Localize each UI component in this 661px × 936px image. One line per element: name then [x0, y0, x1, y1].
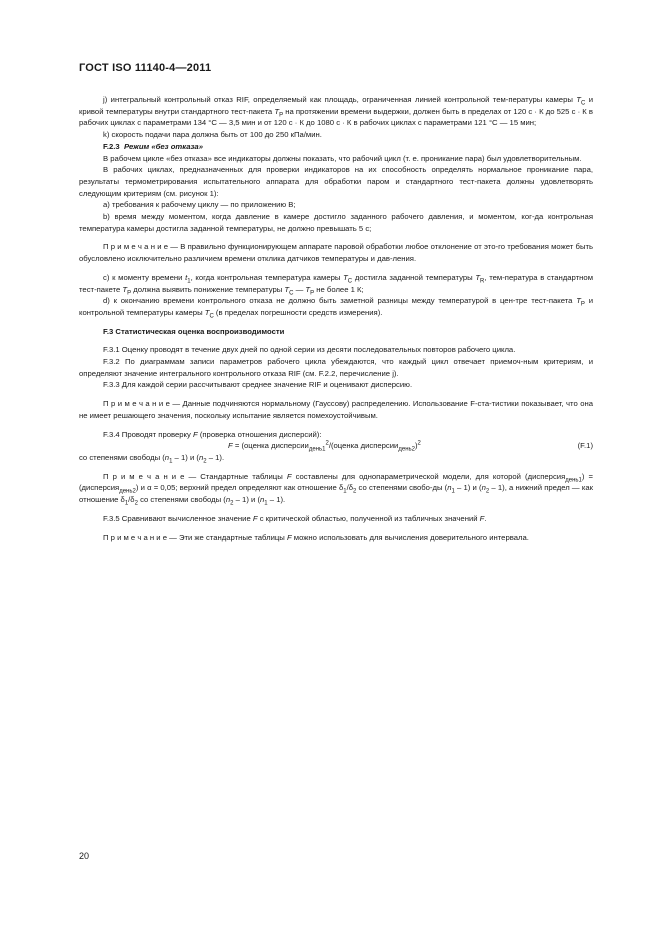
item-b: b) время между моментом, когда давление в камере достигло заданного рабочего давления, и моментом, ког-да контрольная температура камеры достигла заданной температуры, не должно превышать 5 с; — [79, 212, 593, 233]
section-heading-f3: F.3 Статистическая оценка воспроизводимости — [103, 326, 285, 336]
item-c: c) к моменту времени $t_1$, когда контрольная температура камеры $T_C$ достигла заданной температуры $T_R$, тем-пература в стандартном тест-пакете $T_P$ должна выявить понижение температуры $T_C$ — $T_P$ не более 1 К; — [79, 272, 593, 297]
equation-f1 — [79, 440, 593, 452]
note: П р и м е ч а н и е — Эти же стандартные таблицы F можно использовать для вычисления доверительного интервала. — [103, 532, 529, 542]
equation-number: (F.1) — [577, 441, 593, 451]
note: П р и м е ч а н и е — Данные подчиняются нормальному (Гауссову) распределению. Использование F-ста-тистики показывает, что она не имеет решающего значения, поскольку испытание является помехоустойчивым. — [79, 399, 593, 420]
clause-f35: F.3.5 Сравнивают вычисленное значение F с критической областью, полученной из табличных значений F. — [103, 513, 487, 523]
document-header: ГОСТ ISO 11140-4—2011 — [79, 62, 212, 74]
paragraph: В рабочем цикле «без отказа» все индикаторы должны показать, что рабочий цикл (т. е. проникание пара) был удовлетворительным. — [103, 153, 582, 163]
clause-f31: F.3.1 Оценку проводят в течение двух дней по одной серии из десяти последовательных повторов рабочего цикла. — [103, 345, 516, 355]
item-d: d) к окончанию времени контрольного отказа не должно быть заметной разницы между температурой в цен-тре тест-пакета $T_P$ и контрольной температуры камеры $T_C$ (в пределах погрешности средств измерения). — [79, 296, 593, 320]
section-heading-f23: F.2.3 Режим «без отказа» — [103, 141, 203, 151]
clause-f32: F.3.2 По диаграммам записи параметров рабочего цикла убеждаются, что каждый цикл отвечает приемоч-ным критериям, и определяют значение интегрального контрольного отказа RIF (см. F.2.2, перечисление j). — [79, 357, 593, 378]
document-body — [79, 94, 593, 543]
equation-body: F = (оценка дисперсии$_{день1}^2$/(оценка дисперсии$_{день2}$)$^2$ — [228, 440, 421, 453]
item-a: a) требования к рабочему циклу — по приложению В; — [103, 200, 296, 210]
note: П р и м е ч а н и е — В правильно функционирующем аппарате паровой обработки любое отклонение от это-го требования может быть обусловлено исключительно различием времени отклика датчиков температуры и дав-ления. — [79, 242, 593, 264]
item-j: j) интегральный контрольный отказ RIF, определяемый как площадь, ограниченная линией контрольной тем-пературы камеры $T_C$ и кривой температуры внутри стандартного тест-пакета $T_P$ на протяжении времени выдержки, должен быть в пределах от 120 с · К до 525 с · К в рабочих циклах с параметрами 134 °С — 3,5 мин и от 120 с · К до 1080 с · К в рабочих циклах с параметрами 121 °С — 15 мин; — [79, 95, 593, 128]
item-k: k) скорость подачи пара должна быть от 100 до 250 кПа/мин. — [103, 130, 322, 140]
paragraph: В рабочих циклах, предназначенных для проверки индикаторов на их способность определять нормальное проникание пара, результаты термометрирования испытательного аппарата для обработки паром и стандартного тест-пакета должны удовлетворять следующим критериям (см. рисунок 1): — [79, 165, 593, 198]
degrees-of-freedom: со степенями свободы $(n_1 - 1)$ и $(n_2 - 1)$. — [79, 452, 225, 465]
note: П р и м е ч а н и е — Стандартные таблицы F составлены для однопараметрической модели, для которой (дисперсия$_{день1}$) = (дисперсия$_{день2}$) и α = 0,05; верхний предел определяют как отношение $\delta_1/\delta_2$ со степенями свобо-ды $(n_1 - 1)$ и $(n_2 - 1)$, а нижний предел — как отношение $\delta_1/\delta_2$ со степенями свободы $(n_2 - 1)$ и $(n_1 - 1)$. — [79, 471, 593, 507]
clause-f34: F.3.4 Проводят проверку F (проверка отношения дисперсий): — [103, 429, 322, 439]
page-number: 20 — [79, 851, 90, 861]
clause-f33: F.3.3 Для каждой серии рассчитывают среднее значение RIF и оценивают дисперсию. — [103, 380, 413, 390]
